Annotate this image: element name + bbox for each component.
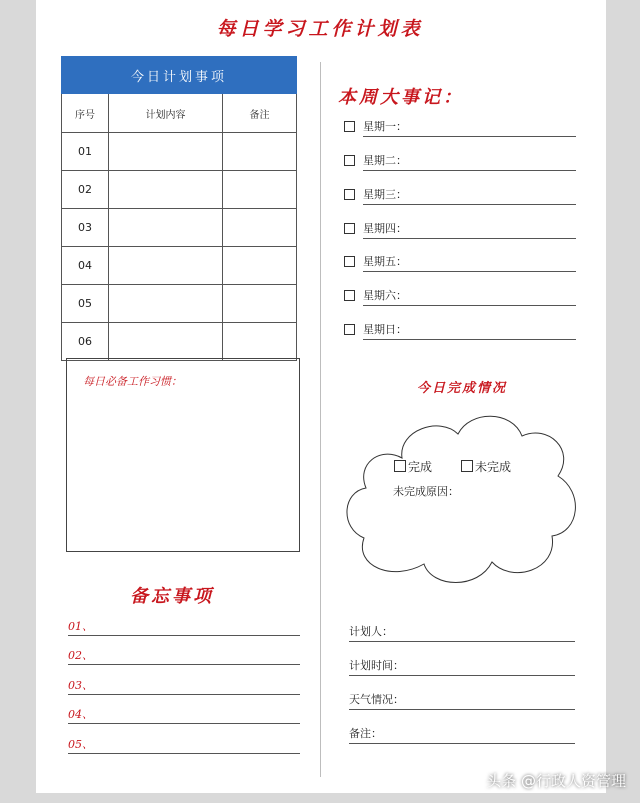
checkbox[interactable] [344,290,355,301]
col-note: 备注 [223,94,297,133]
weather-field[interactable] [349,690,575,710]
not-completed-option[interactable] [461,458,511,475]
row-number: 06 [62,323,109,361]
day-label: 星期四： [363,222,407,235]
field-label: 备注： [349,727,382,740]
habits-box[interactable] [66,358,300,552]
planner-field[interactable] [349,622,575,642]
memo-number: 01、 [68,620,93,633]
content-cell[interactable] [109,171,223,209]
not-completed-label: 未完成 [475,460,512,474]
table-row [62,171,297,209]
plan-table-header: 今日计划事项 [62,57,297,94]
day-label: 星期二： [363,154,407,167]
memo-title: 备忘事项 [130,586,214,607]
checkbox[interactable] [344,223,355,234]
checkbox[interactable] [344,256,355,267]
page-title: 每日学习工作计划表 [216,18,424,40]
reason-label: 未完成原因： [393,485,459,498]
note-cell[interactable] [223,285,297,323]
plan-table [61,56,297,361]
checkbox[interactable] [344,324,355,335]
day-label: 星期六： [363,289,407,302]
column-divider [320,62,321,777]
memo-number: 05、 [68,738,93,751]
week-title: 本周大事记： [338,87,464,108]
table-row [62,133,297,171]
col-content: 计划内容 [109,94,223,133]
checkbox[interactable] [461,460,473,472]
completion-title: 今日完成情况 [417,381,508,396]
field-label: 计划时间： [349,659,404,672]
content-cell[interactable] [109,209,223,247]
memo-line[interactable] [68,675,300,695]
checkbox[interactable] [394,460,406,472]
cloud-shape [344,406,580,590]
watermark: 头条 @行政人资管理 [486,772,626,790]
row-number: 05 [62,285,109,323]
memo-number: 02、 [68,649,93,662]
completed-label: 完成 [408,460,433,474]
note-cell[interactable] [223,209,297,247]
col-index: 序号 [62,94,109,133]
row-number: 02 [62,171,109,209]
day-label: 星期三： [363,188,407,201]
content-cell[interactable] [109,133,223,171]
field-label: 天气情况： [349,693,404,706]
week-day-item[interactable] [344,117,576,137]
content-cell[interactable] [109,323,223,361]
note-cell[interactable] [223,133,297,171]
week-day-item[interactable] [344,320,576,340]
day-label: 星期日： [363,323,407,336]
memo-line[interactable] [68,704,300,724]
memo-number: 04、 [68,708,93,721]
note-cell[interactable] [223,247,297,285]
checkbox[interactable] [344,189,355,200]
completed-option[interactable] [394,458,432,475]
week-day-item[interactable] [344,219,576,239]
note-field[interactable] [349,724,575,744]
day-label: 星期五： [363,255,407,268]
table-row [62,209,297,247]
table-row [62,247,297,285]
plan-time-field[interactable] [349,656,575,676]
memo-number: 03、 [68,679,93,692]
row-number: 01 [62,133,109,171]
week-day-item[interactable] [344,286,576,306]
checkbox[interactable] [344,121,355,132]
memo-line[interactable] [68,616,300,636]
note-cell[interactable] [223,171,297,209]
content-cell[interactable] [109,247,223,285]
checkbox[interactable] [344,155,355,166]
table-row [62,285,297,323]
week-day-item[interactable] [344,252,576,272]
row-number: 04 [62,247,109,285]
week-day-item[interactable] [344,151,576,171]
note-cell[interactable] [223,323,297,361]
memo-line[interactable] [68,734,300,754]
table-row [62,323,297,361]
memo-line[interactable] [68,645,300,665]
row-number: 03 [62,209,109,247]
day-label: 星期一： [363,120,407,133]
field-label: 计划人： [349,625,393,638]
habits-label: 每日必备工作习惯： [83,375,182,388]
content-cell[interactable] [109,285,223,323]
week-day-item[interactable] [344,185,576,205]
